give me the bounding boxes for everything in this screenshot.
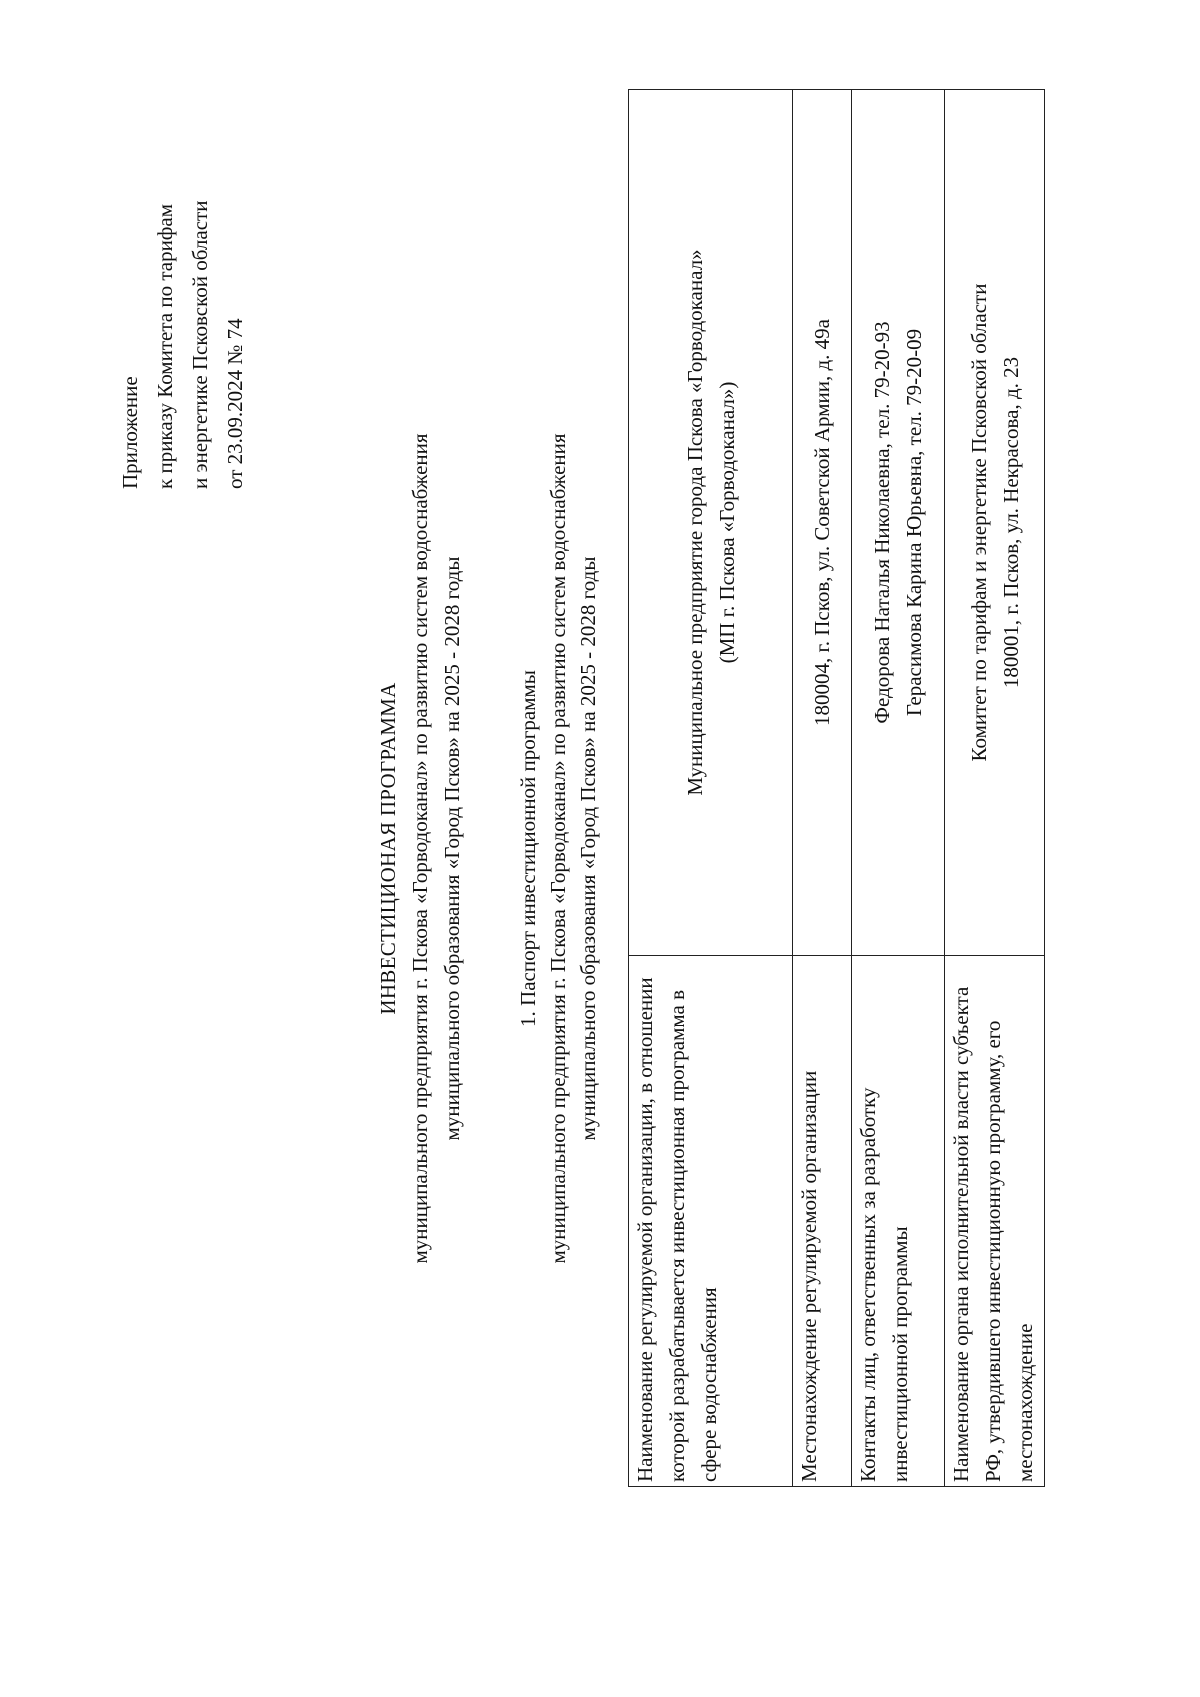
appendix-line: к приказу Комитета по тарифам	[153, 203, 177, 489]
row-label: Контакты лиц, ответственных за разработку инвестиционной программы	[852, 956, 945, 1487]
appendix-line: и энергетике Псковской области	[188, 200, 212, 489]
passport-heading: 1. Паспорт инвестиционной программы	[516, 670, 540, 1027]
row-value-line: (МП г. Пскова «Горводоканал»)	[714, 381, 739, 664]
appendix-line: Приложение	[118, 376, 142, 489]
table-row	[629, 90, 793, 1487]
row-value-line: Комитет по тарифам и энергетике Псковской области	[966, 283, 991, 762]
program-subtitle-line: муниципального предприятия г. Пскова «Горводоканал» по развитию систем водоснабжения	[408, 433, 432, 1264]
program-title: ИНВЕСТИЦИОНАЯ ПРОГРАММА	[376, 682, 400, 1015]
appendix-header	[113, 201, 253, 489]
row-value	[852, 90, 945, 956]
passport-heading-block	[513, 0, 603, 1697]
appendix-line: от 23.09.2024 № 74	[223, 318, 247, 489]
row-value-line: Федорова Наталья Николаевна, тел. 79-20-93	[870, 321, 894, 724]
row-label: Местонахождение регулируемой организации	[793, 956, 852, 1487]
table-row	[945, 90, 1045, 1487]
passport-subtitle-line: муниципального предприятия г. Пскова «Горводоканал» по развитию систем водоснабжения	[546, 433, 570, 1264]
row-label: Наименование регулируемой организации, в отношении которой разрабатывается инвестиционная программа в сфере водоснабжения	[629, 956, 793, 1487]
row-value-line: Герасимова Карина Юрьевна, тел. 79-20-09	[902, 328, 926, 717]
program-title-block	[372, 0, 468, 1697]
row-value-line: 180001, г. Псков, ул. Некрасова, д. 23	[998, 356, 1023, 689]
row-label: Наименование органа исполнительной власти субъекта РФ, утвердившего инвестиционную программу, его местонахождение	[945, 956, 1045, 1487]
row-value	[793, 90, 852, 956]
table-row	[852, 90, 945, 1487]
row-value-line: Муниципальное предприятие города Пскова «Горводоканал»	[682, 249, 707, 796]
table-row	[793, 90, 852, 1487]
passport-subtitle-line: муниципального образования «Город Псков» на 2025 - 2028 годы	[576, 556, 600, 1141]
row-value	[629, 90, 793, 956]
program-subtitle-line: муниципального образования «Город Псков» на 2025 - 2028 годы	[440, 556, 464, 1141]
row-value-line: 180004, г. Псков, ул. Советской Армии, д. 49а	[810, 319, 834, 726]
row-value	[945, 90, 1045, 956]
passport-table	[628, 89, 1045, 1487]
